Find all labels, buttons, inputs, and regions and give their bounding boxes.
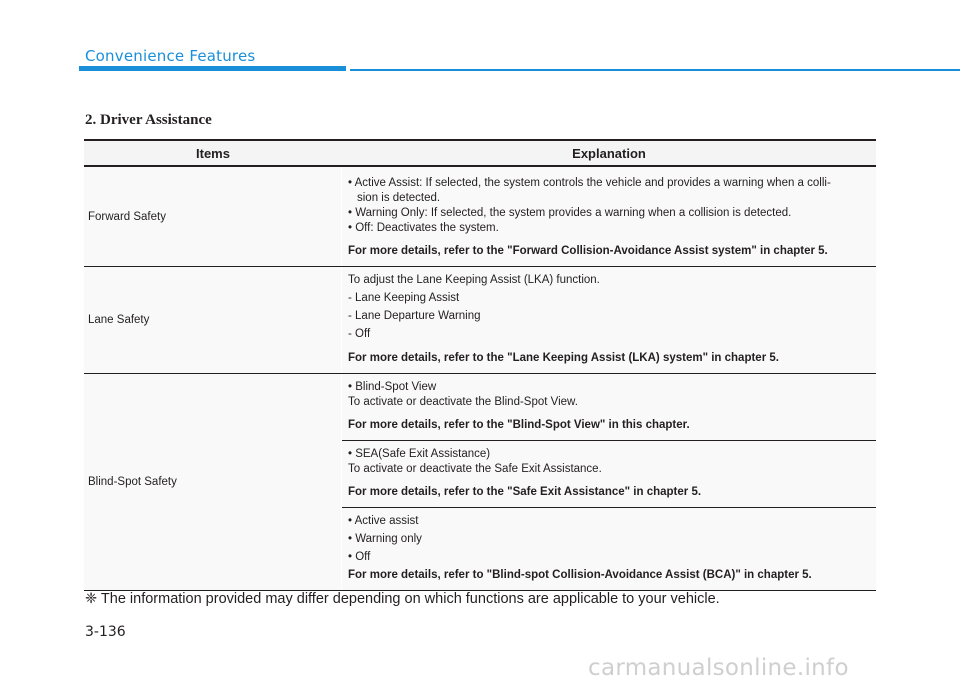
- text-line: - Off: [348, 328, 371, 340]
- header-rule-thick: [79, 66, 346, 71]
- reference-note: For more details, refer to the "Lane Keeping Assist (LKA) system" in chapter 5.: [348, 352, 779, 364]
- text-line: • Off: Deactivates the system.: [348, 222, 499, 234]
- explanation-blind-spot-safety: [342, 374, 876, 590]
- table-header: [84, 139, 876, 167]
- text-line: • Active Assist: If selected, the system controls the vehicle and provides a warning when a colli-: [348, 177, 831, 189]
- table-row-blind-spot-safety: [84, 374, 876, 591]
- text-line: • Active assist: [348, 515, 419, 527]
- text-line: • Warning Only: If selected, the system provides a warning when a collision is detected.: [348, 207, 792, 219]
- explanation-forward-safety: [342, 167, 876, 266]
- text-line: To activate or deactivate the Safe Exit Assistance.: [348, 463, 602, 475]
- reference-note: For more details, refer to the "Blind-Spot View" in this chapter.: [348, 419, 690, 431]
- reference-note: For more details, refer to the "Safe Exit Assistance" in chapter 5.: [348, 486, 702, 498]
- header-rule-thin: [350, 69, 960, 71]
- section-title: Convenience Features: [85, 47, 256, 65]
- text-line: - Lane Keeping Assist: [348, 292, 460, 304]
- applicability-note: ❈ The information provided may differ depending on which functions are applicable to your vehicle.: [85, 591, 720, 607]
- text-line: - Lane Departure Warning: [348, 310, 481, 322]
- table-row-lane-safety: [84, 267, 876, 374]
- item-forward-safety: Forward Safety: [84, 167, 342, 266]
- driver-assistance-table: [84, 139, 876, 591]
- table-row-forward-safety: [84, 167, 876, 267]
- page-number: 3-136: [85, 624, 126, 640]
- explanation-lane-safety: [342, 267, 876, 373]
- col-header-explanation: Explanation: [572, 145, 646, 161]
- page-heading: 2. Driver Assistance: [85, 112, 212, 128]
- blind-spot-view-block: [342, 374, 876, 440]
- col-header-items: Items: [196, 145, 230, 161]
- text-line: To adjust the Lane Keeping Assist (LKA) function.: [348, 274, 600, 286]
- item-lane-safety: Lane Safety: [84, 267, 342, 373]
- text-line: sion is detected.: [357, 192, 441, 204]
- reference-note: For more details, refer to the "Forward Collision-Avoidance Assist system" in chapter 5.: [348, 245, 828, 257]
- item-blind-spot-safety: Blind-Spot Safety: [84, 374, 342, 590]
- watermark: carmanualsonline.info: [588, 655, 849, 681]
- text-line: • Blind-Spot View: [348, 381, 437, 393]
- safe-exit-block: [342, 440, 876, 507]
- reference-note: For more details, refer to "Blind-spot Collision-Avoidance Assist (BCA)" in chapter 5.: [348, 569, 812, 581]
- bca-block: [342, 507, 876, 590]
- text-line: • Warning only: [348, 533, 422, 545]
- text-line: • Off: [348, 551, 371, 563]
- text-line: • SEA(Safe Exit Assistance): [348, 448, 491, 460]
- text-line: To activate or deactivate the Blind-Spot View.: [348, 396, 578, 408]
